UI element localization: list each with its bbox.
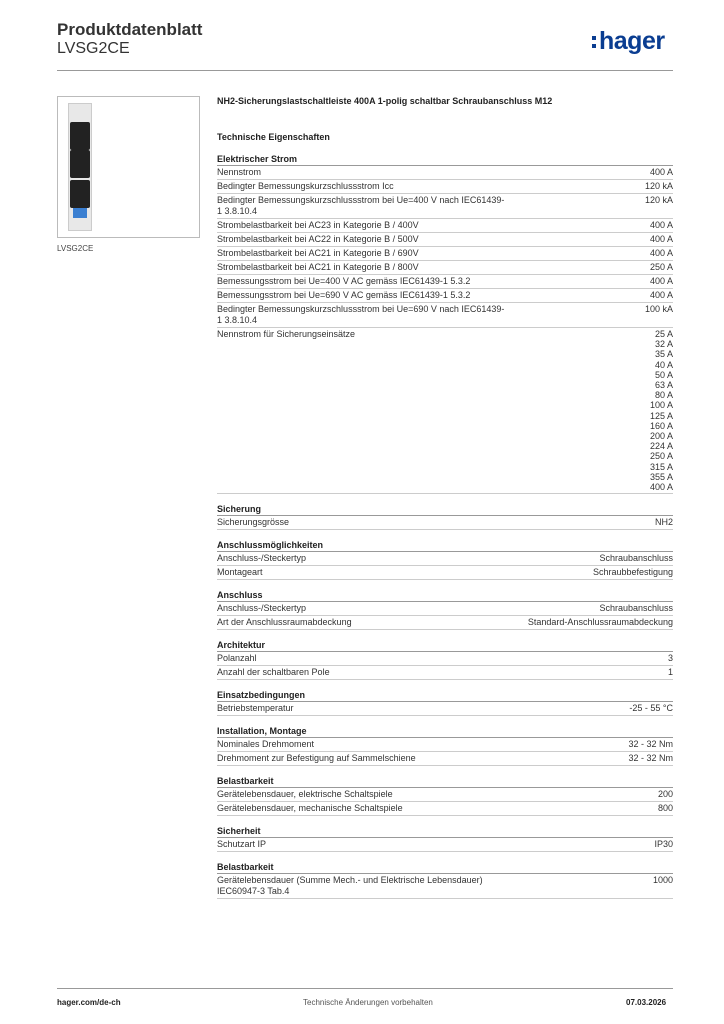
section-title: Elektrischer Strom [217, 154, 673, 166]
spec-section [217, 504, 673, 530]
spec-label: Anschluss-/Steckertyp [217, 553, 307, 564]
spec-value [628, 739, 673, 750]
spec-value-line: 200 A [649, 431, 673, 442]
spec-value-line: 250 A [649, 451, 673, 462]
spec-value-line: 355 A [649, 471, 673, 482]
hager-logo [592, 27, 665, 56]
spec-label: Montageart [217, 567, 263, 578]
spec-label: Anzahl der schaltbaren Pole [217, 667, 330, 678]
spec-value-line: 400 A [649, 276, 673, 286]
spec-content [217, 96, 673, 909]
spec-value [655, 517, 673, 528]
spec-value [650, 234, 673, 245]
spec-value-line: -25 - 55 °C [629, 703, 673, 714]
spec-value-line: 400 A [649, 482, 673, 493]
spec-value-line: 315 A [649, 461, 673, 472]
spec-value-line: 25 A [654, 329, 673, 339]
spec-label: Strombelastbarkeit bei AC22 in Kategorie B / 500V [217, 234, 419, 244]
spec-value-line: NH2 [654, 517, 673, 528]
logo-colon-icon [592, 33, 596, 50]
spec-section [217, 154, 673, 494]
spec-value [650, 290, 673, 301]
spec-row [217, 233, 673, 247]
spec-row [217, 303, 673, 328]
footer-divider [57, 988, 673, 989]
spec-section [217, 690, 673, 716]
spec-value [650, 220, 673, 231]
spec-value-line: 400 A [649, 220, 673, 230]
footer-notice: Technische Änderungen vorbehalten [303, 998, 433, 1007]
spec-label: Sicherungsgrösse [217, 517, 290, 528]
spec-value-line: 200 [657, 789, 673, 800]
spec-value-line: 400 A [649, 234, 673, 244]
fuse-block-icon [70, 122, 90, 150]
spec-label: Strombelastbarkeit bei AC21 in Kategorie B / 800V [217, 262, 419, 272]
spec-value-line: 32 - 32 Nm [628, 739, 673, 750]
spec-row [217, 261, 673, 275]
spec-section [217, 826, 673, 852]
spec-label: Nennstrom [217, 167, 262, 177]
spec-value [658, 803, 673, 814]
spec-value [528, 617, 673, 628]
spec-value [650, 276, 673, 287]
spec-row [217, 552, 673, 566]
spec-row [217, 652, 673, 666]
spec-row [217, 516, 673, 530]
spec-value [645, 304, 673, 326]
spec-label: Bemessungsstrom bei Ue=690 V AC gemäss IEC61439-1 5.3.2 [217, 290, 471, 300]
logo-text: hager [599, 27, 665, 55]
spec-value-line: Standard-Anschlussraumabdeckung [527, 617, 673, 628]
spec-row [217, 602, 673, 616]
spec-row [217, 328, 673, 494]
spec-section [217, 590, 673, 630]
spec-value [668, 667, 673, 678]
spec-row [217, 788, 673, 802]
spec-section [217, 640, 673, 680]
spec-value-line: 400 A [649, 167, 673, 177]
spec-value [645, 181, 673, 192]
section-title: Architektur [217, 640, 673, 652]
spec-value-line: 1000 [652, 875, 673, 886]
section-title: Anschlussmöglichkeiten [217, 540, 673, 552]
footer-url: hager.com/de-ch [57, 998, 121, 1007]
header-divider [57, 70, 673, 71]
spec-value-line: 120 kA [644, 195, 673, 205]
spec-value-line: Schraubbefestigung [592, 567, 673, 578]
product-image [68, 103, 92, 231]
spec-value-line: 120 kA [644, 181, 673, 191]
spec-section [217, 862, 673, 899]
spec-label: Bedingter Bemessungskurzschlussstrom bei Ue=400 V nach IEC61439-1 3.8.10.4 [217, 195, 505, 216]
spec-row [217, 752, 673, 766]
spec-label: Nennstrom für Sicherungseinsätze [217, 329, 356, 339]
spec-row [217, 289, 673, 303]
spec-value-line: 63 A [654, 380, 673, 391]
spec-value-line: 3 [667, 653, 673, 664]
spec-row [217, 219, 673, 233]
spec-label: Bedingter Bemessungskurzschlussstrom Icc [217, 181, 394, 191]
spec-value [650, 248, 673, 259]
spec-label: Anschluss-/Steckertyp [217, 603, 307, 614]
spec-value [668, 653, 673, 664]
section-title: Sicherheit [217, 826, 673, 838]
section-title: Belastbarkeit [217, 776, 673, 788]
spec-row [217, 738, 673, 752]
spec-row [217, 247, 673, 261]
footer-date: 07.03.2026 [626, 998, 667, 1007]
spec-label: Schutzart IP [217, 839, 267, 850]
spec-value-line: 250 A [649, 262, 673, 272]
spec-label: Art der Anschlussraumabdeckung [217, 617, 352, 628]
spec-value [593, 567, 673, 578]
blue-label-icon [73, 208, 87, 218]
spec-label: Polanzahl [217, 653, 257, 664]
spec-value-line: 50 A [654, 369, 673, 380]
page-title: Produktdatenblatt [57, 20, 203, 39]
spec-label: Nominales Drehmoment [217, 739, 315, 750]
spec-label: Strombelastbarkeit bei AC21 in Kategorie B / 690V [217, 248, 419, 258]
section-title: Sicherung [217, 504, 673, 516]
spec-value-line: 125 A [649, 410, 673, 421]
spec-value-line: 160 A [649, 420, 673, 431]
fuse-block-icon [70, 180, 90, 208]
spec-value-line: 32 A [654, 339, 673, 350]
spec-value-line: 35 A [654, 349, 673, 360]
spec-row [217, 702, 673, 716]
spec-value [653, 875, 673, 897]
spec-row [217, 566, 673, 580]
spec-value-line: 800 [657, 803, 673, 814]
spec-value-line: Schraubanschluss [599, 553, 673, 564]
spec-row [217, 838, 673, 852]
spec-value [658, 789, 673, 800]
spec-value-line: 400 A [649, 248, 673, 258]
spec-value [654, 839, 673, 850]
spec-row [217, 180, 673, 194]
spec-section [217, 776, 673, 816]
spec-row [217, 666, 673, 680]
spec-label: Drehmoment zur Befestigung auf Sammelschiene [217, 753, 416, 764]
spec-label: Strombelastbarkeit bei AC23 in Kategorie B / 400V [217, 220, 419, 230]
product-code: LVSG2CE [57, 40, 130, 57]
spec-label: Gerätelebensdauer (Summe Mech.- und Elektrische Lebensdauer) IEC60947-3 Tab.4 [217, 875, 483, 897]
spec-row [217, 194, 673, 219]
spec-label: Bedingter Bemessungskurzschlussstrom bei Ue=690 V nach IEC61439-1 3.8.10.4 [217, 304, 505, 325]
product-image-frame [57, 96, 200, 238]
spec-value [650, 262, 673, 273]
section-title: Anschluss [217, 590, 673, 602]
spec-row [217, 616, 673, 630]
spec-value [628, 753, 673, 764]
spec-value [650, 329, 673, 492]
spec-label: Gerätelebensdauer, mechanische Schaltspiele [217, 803, 403, 814]
spec-row [217, 874, 673, 899]
section-title: Einsatzbedingungen [217, 690, 673, 702]
spec-label: Gerätelebensdauer, elektrische Schaltspiele [217, 789, 393, 800]
spec-sections [217, 154, 673, 899]
spec-value-line: 100 A [649, 400, 673, 411]
spec-value-line: 100 kA [644, 304, 673, 314]
section-title: Belastbarkeit [217, 862, 673, 874]
fuse-block-icon [70, 150, 90, 178]
spec-value-line: 40 A [654, 359, 673, 370]
spec-row [217, 802, 673, 816]
spec-value [599, 603, 673, 614]
image-caption: LVSG2CE [57, 244, 94, 253]
spec-value [599, 553, 673, 564]
spec-value [629, 703, 673, 714]
spec-row [217, 166, 673, 180]
spec-row [217, 275, 673, 289]
spec-section [217, 726, 673, 766]
product-title: NH2-Sicherungslastschaltleiste 400A 1-polig schaltbar Schraubanschluss M12 [217, 96, 553, 106]
spec-label: Bemessungsstrom bei Ue=400 V AC gemäss IEC61439-1 5.3.2 [217, 276, 471, 286]
spec-value-line: 32 - 32 Nm [628, 753, 673, 764]
spec-value-line: IP30 [654, 839, 673, 850]
spec-value-line: 80 A [654, 390, 673, 401]
spec-value-line: Schraubanschluss [599, 603, 673, 614]
spec-value [650, 167, 673, 178]
spec-value-line: 400 A [649, 290, 673, 300]
technical-heading: Technische Eigenschaften [217, 132, 330, 142]
spec-value-line: 224 A [649, 441, 673, 452]
spec-section [217, 540, 673, 580]
spec-label: Betriebstemperatur [217, 703, 294, 714]
spec-value-line: 1 [667, 667, 673, 678]
section-title: Installation, Montage [217, 726, 673, 738]
spec-value [645, 195, 673, 217]
